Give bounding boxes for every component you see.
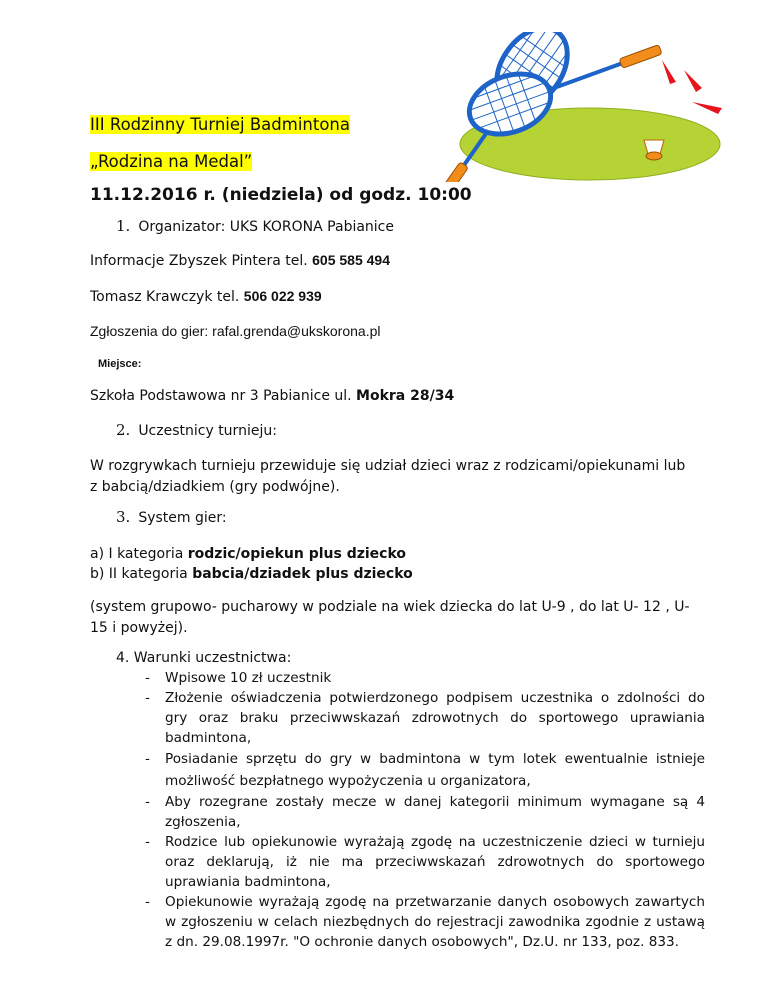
condition-item: - Aby rozegrane zostały mecze w danej kategorii minimum wymagane są 4 zgłoszenia, bbox=[145, 794, 705, 830]
condition-item: - Posiadanie sprzętu do gry w badmintona w tym lotek ewentualnie istnieje możliwość bezpłatnego wypożyczenia u organizatora, bbox=[145, 751, 705, 789]
condition-item: - Złożenie oświadczenia potwierdzonego podpisem uczestnika o zdolności do gry oraz braku przeciwwskazań zdrowotnych do sportowego uprawiania badmintona, bbox=[145, 690, 705, 746]
system-note: (system grupowo- pucharowy w podziale na wiek dziecka do lat U-9 , do lat U- 12 , U-15 i powyżej). bbox=[90, 599, 690, 636]
place-label: Miejsce: bbox=[98, 358, 142, 370]
organizer-line: 1. Organizator: UKS KORONA Pabianice bbox=[116, 217, 394, 235]
place-line: Szkoła Podstawowa nr 3 Pabianice ul. Mokra 28/34 bbox=[90, 388, 455, 404]
tournament-title: III Rodzinny Turniej Badmintona bbox=[90, 115, 351, 134]
contact-second-line: Tomasz Krawczyk tel. 506 022 939 bbox=[90, 288, 322, 305]
conditions-heading: 4. Warunki uczestnictwa: bbox=[116, 650, 292, 666]
category-b: b) II kategoria babcia/dziadek plus dziecko bbox=[90, 566, 413, 582]
signup-line: Zgłoszenia do gier: rafal.grenda@ukskorona.pl bbox=[90, 323, 381, 339]
event-date: 11.12.2016 r. (niedziela) od godz. 10:00 bbox=[90, 185, 472, 205]
participants-text: W rozgrywkach turnieju przewiduje się udział dzieci wraz z rodzicami/opiekunami lub z babcią/dziadkiem (gry podwójne). bbox=[90, 458, 686, 495]
category-a: a) I kategoria rodzic/opiekun plus dziecko bbox=[90, 546, 407, 562]
condition-item: - Opiekunowie wyrażają zgodę na przetwarzanie danych osobowych zawartych w zgłoszeniu w celach niezbędnych do rejestracji zawodnika zgodnie z ustawą z dn. 29.08.1997r. "O ochronie danych osobowych", Dz.U. nr 133, poz. 833. bbox=[145, 894, 705, 950]
system-heading: 3. System gier: bbox=[116, 508, 227, 526]
condition-item: - Wpisowe 10 zł uczestnik bbox=[145, 670, 332, 686]
tournament-subtitle: „Rodzina na Medal” bbox=[90, 152, 253, 171]
place-street: Mokra 28/34 bbox=[356, 388, 455, 404]
category-list bbox=[90, 544, 413, 584]
conditions-list bbox=[145, 668, 705, 952]
badminton-clipart bbox=[440, 32, 740, 182]
contact-info-line: Informacje Zbyszek Pintera tel. 605 585 494 bbox=[90, 252, 390, 269]
condition-item: - Rodzice lub opiekunowie wyrażają zgodę na uczestniczenie dzieci w turnieju oraz deklarują, iż nie ma przeciwwskazań zdrowotnych do sportowego uprawiania badmintona, bbox=[145, 834, 705, 890]
contact-phone-2: 506 022 939 bbox=[243, 288, 322, 304]
contact-phone-1: 605 585 494 bbox=[312, 252, 390, 268]
participants-heading: 2. Uczestnicy turnieju: bbox=[116, 421, 277, 439]
